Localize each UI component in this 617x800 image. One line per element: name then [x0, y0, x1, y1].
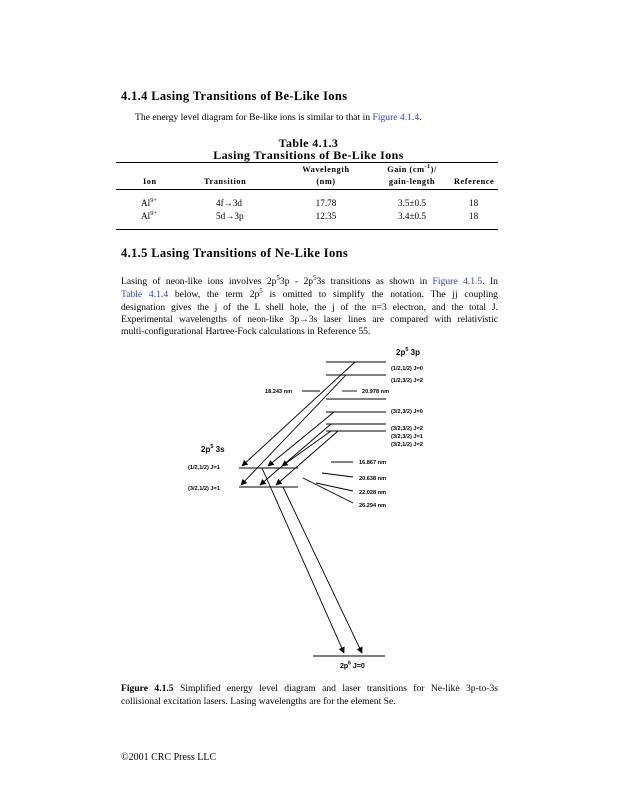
table-header-wavelength: Wavelength — [302, 165, 350, 174]
table-row-2-transition: 5d→3p — [216, 211, 244, 221]
section-heading-4-1-4: 4.1.4 Lasing Transitions of Be-Like Ions — [121, 89, 348, 103]
level-label: (3/2,3/2) J=1 — [391, 434, 423, 440]
body-line-3: designation gives the j of the L shell hole, the j of the n=3 electron, and the total J. — [121, 302, 498, 313]
text: . In — [482, 276, 498, 287]
caption-text: Simplified energy level diagram and laser transitions for Ne-like 3p-to-3s — [180, 683, 498, 694]
wavelength-label: 20.978 nm — [362, 389, 390, 395]
gain-header-text: Gain (cm — [387, 165, 425, 174]
intro-text-end: . — [419, 112, 422, 123]
table-row-1-gain: 3.5±0.5 — [397, 198, 426, 208]
leader-line — [303, 478, 353, 503]
superscript: 5 — [313, 274, 317, 282]
text: below, the term 2p — [168, 289, 260, 300]
text: Lasing of neon-like ions involves 2p — [121, 276, 277, 287]
level-label: (3/2,1/2) J=1 — [188, 486, 220, 492]
level-label: (3/2,3/2) J=2 — [391, 426, 423, 432]
figure-caption-label: Figure 4.1.5 — [121, 683, 174, 694]
table-number: Table 4.1.3 — [278, 136, 339, 150]
superscript: 5 — [259, 287, 263, 295]
gain-header-end: )/ — [430, 165, 437, 174]
table-row-2-gain: 3.4±0.5 — [397, 211, 426, 221]
wavelength-label: 26.294 nm — [359, 503, 387, 509]
text: 3p - 2p — [279, 276, 314, 287]
figure-caption-line-2: collisional excitation lasers. Lasing wavelengths are for the element Se. — [121, 696, 396, 707]
table-row-1-transition: 4f→3d — [216, 198, 243, 208]
table-row-2-reference: 18 — [469, 211, 479, 221]
table-row-1-reference: 18 — [469, 198, 479, 208]
ion-charge: 9+ — [150, 196, 158, 204]
upper-config-label: $2p^5$ 3p — [396, 347, 420, 357]
level-label: (1/2,1/2) J=1 — [188, 465, 220, 471]
level-label: (3/2,1/2) J=2 — [391, 442, 423, 448]
intro-text: The energy level diagram for Be-like ions is similar to that in — [135, 112, 373, 123]
wavelength-label: 22.028 nm — [359, 490, 387, 496]
decay-arrow — [262, 468, 344, 653]
figure-4-1-5-link[interactable]: Figure 4.1.5 — [432, 276, 483, 287]
level-label: (1/2,3/2) J=2 — [391, 378, 423, 384]
table-header-ion: Ion — [143, 177, 157, 186]
decay-arrow — [283, 487, 362, 653]
body-line-4: Experimental wavelengths of neon-like 3p→3s laser lines are compared with relativistic — [121, 314, 498, 325]
table-row-2-wavelength: 12.35 — [315, 211, 337, 221]
table-header-gain-length: gain-length — [388, 177, 436, 186]
level-label: (3/2,3/2) J=0 — [391, 409, 423, 415]
table-header-wavelength-unit: (nm) — [316, 177, 336, 186]
figure-4-1-4-link[interactable]: Figure 4.1.4 — [372, 112, 420, 123]
section-heading-4-1-5: 4.1.5 Lasing Transitions of Ne-Like Ions — [121, 246, 349, 260]
text: is omitted to simplify the notation. The jj coupling — [262, 289, 498, 300]
wavelength-label: 18.243 nm — [265, 389, 293, 395]
table-header-transition: Transition — [204, 177, 247, 186]
superscript: 5 — [276, 274, 280, 282]
figure-caption-line-1 — [121, 683, 498, 696]
gain-header-exponent: -1 — [424, 164, 431, 171]
table-title: Lasing Transitions of Be-Like Ions — [213, 148, 404, 162]
table-4-1-4-link[interactable]: Table 4.1.4 — [121, 289, 169, 300]
body-line-5: multi-configurational Hartree-Fock calculations in Reference 55. — [121, 326, 371, 337]
transition-arrow — [242, 362, 355, 466]
level-label: (1/2,1/2) J=0 — [391, 366, 423, 372]
table-header-reference: Reference — [454, 177, 495, 186]
copyright-footer: ©2001 CRC Press LLC — [121, 752, 217, 763]
text: 3s transitions as shown in — [316, 276, 433, 287]
leader-line — [322, 473, 353, 477]
transition-arrow — [268, 412, 334, 466]
ion-symbol: Al — [141, 211, 151, 221]
ion-symbol: Al — [141, 198, 151, 208]
wavelength-label: 16.867 nm — [359, 460, 387, 466]
table-row-1-wavelength: 17.78 — [315, 198, 337, 208]
ion-charge: 9+ — [150, 209, 158, 217]
mid-config-label: $2p^5$ 3s — [201, 444, 225, 454]
ground-config-label: $2p^6$ J=0 — [340, 660, 365, 670]
wavelength-label: 20.638 nm — [359, 476, 387, 482]
